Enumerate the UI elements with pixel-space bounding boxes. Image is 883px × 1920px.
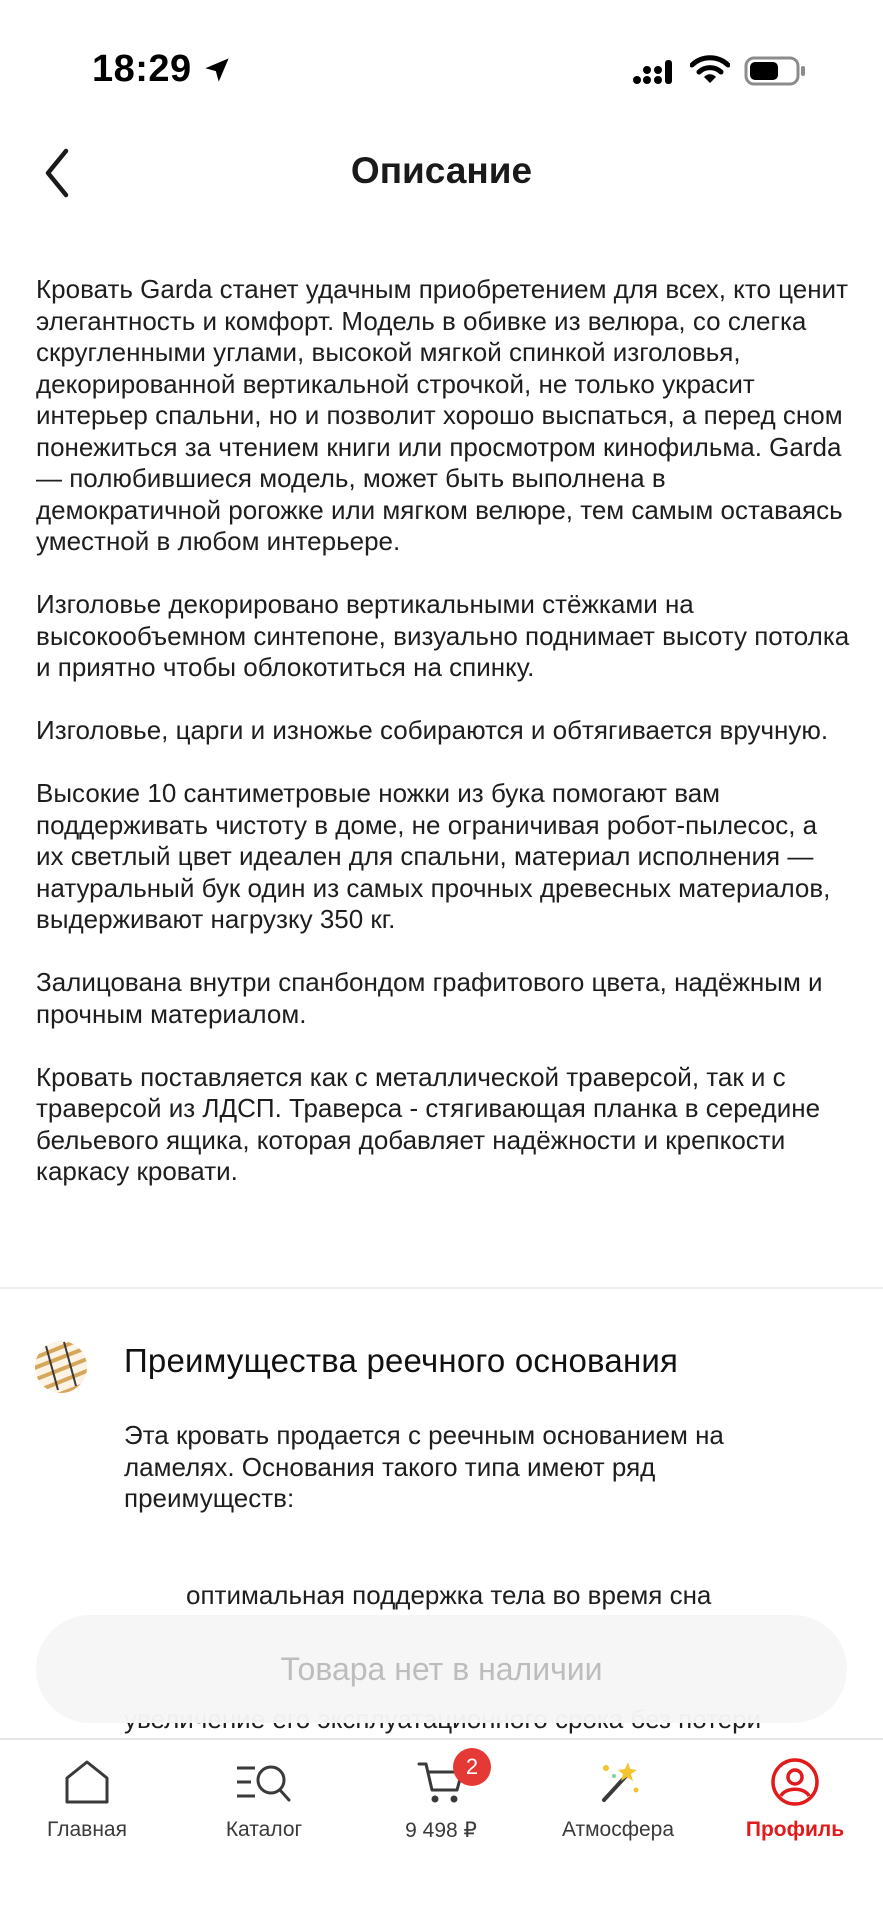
bottom-nav [0, 1738, 883, 1920]
battery-icon [744, 56, 806, 86]
nav-label-atmosphere: Атмосфера [561, 1818, 675, 1841]
nav-item-atmosphere[interactable] [538, 1756, 698, 1876]
nav-item-home[interactable] [7, 1756, 167, 1876]
wifi-icon [690, 54, 730, 86]
cellular-signal-icon [632, 58, 676, 86]
advantages-bullet: оптимальная поддержка тела во время сна [186, 1580, 712, 1610]
description-paragraph: Изголовье, царги и изножье собираются и обтягивается вручную. [36, 715, 829, 745]
status-time: 18:29 [92, 48, 192, 90]
nav-item-cart[interactable] [361, 1756, 521, 1876]
nav-item-profile[interactable] [715, 1756, 875, 1876]
description-paragraph: Кровать Garda станет удачным приобретением для всех, кто ценит элегантность и комфорт. Модель в обивке из велюра, со слегка скругленными углами, высокой мягкой спинкой изголовья, декорированной вертикальной строчкой, не только украсит интерьер спальни, но и позволит хорошо выспаться, а перед сном понежиться за чтением книги или просмотром кинофильма. Garda — полюбившиеся модель, может быть выполнена в демократичной рогожке или мягком велюре, тем самым оставаясь уместной в любом интерьере. [36, 274, 848, 556]
nav-label-profile: Профиль [745, 1818, 845, 1841]
nav-label-home: Главная [47, 1818, 127, 1841]
description-paragraph: Высокие 10 сантиметровые ножки из бука помогают вам поддерживать чистоту в доме, не ограничивая робот-пылесос, а их светлый цвет идеален для спальни, материал исполнения — натуральный бук один из самых прочных древесных материалов, выдерживают нагрузку 350 кг. [36, 778, 831, 934]
nav-label-cart: 9 498 ₽ [405, 1819, 477, 1842]
profile-icon [769, 1756, 821, 1808]
home-icon [61, 1756, 113, 1808]
description-text [36, 274, 851, 1219]
status-bar [0, 0, 883, 140]
catalog-search-icon [233, 1756, 295, 1808]
slatted-base-icon [34, 1340, 88, 1394]
advantages-title: Преимущества реечного основания [124, 1342, 679, 1379]
nav-item-catalog[interactable] [184, 1756, 344, 1876]
out-of-stock-button[interactable]: Товара нет в наличии [36, 1615, 847, 1723]
description-paragraph: Залицована внутри спанбондом графитового цвета, надёжным и прочным материалом. [36, 967, 823, 1029]
location-arrow-icon [203, 56, 231, 84]
description-paragraph: Кровать поставляется как с металлической траверсой, так и с траверсой из ЛДСП. Траверса - стягивающая планка в середине бельевого ящика, которая добавляет надёжности и крепкости каркасу кровати. [36, 1061, 821, 1186]
section-divider [0, 1287, 883, 1289]
cart-badge: 2 [453, 1748, 491, 1786]
advantages-intro: Эта кровать продается с реечным основанием на ламелях. Основания такого типа имеют ряд преимуществ: [124, 1420, 724, 1513]
page-title: Описание [350, 150, 533, 191]
magic-wand-icon [592, 1756, 644, 1808]
description-paragraph: Изголовье декорировано вертикальными стёжками на высокообъемном синтепоне, визуально поднимает высоту потолка и приятно чтобы облокотиться на спинку. [36, 589, 850, 682]
nav-label-catalog: Каталог [225, 1818, 303, 1841]
